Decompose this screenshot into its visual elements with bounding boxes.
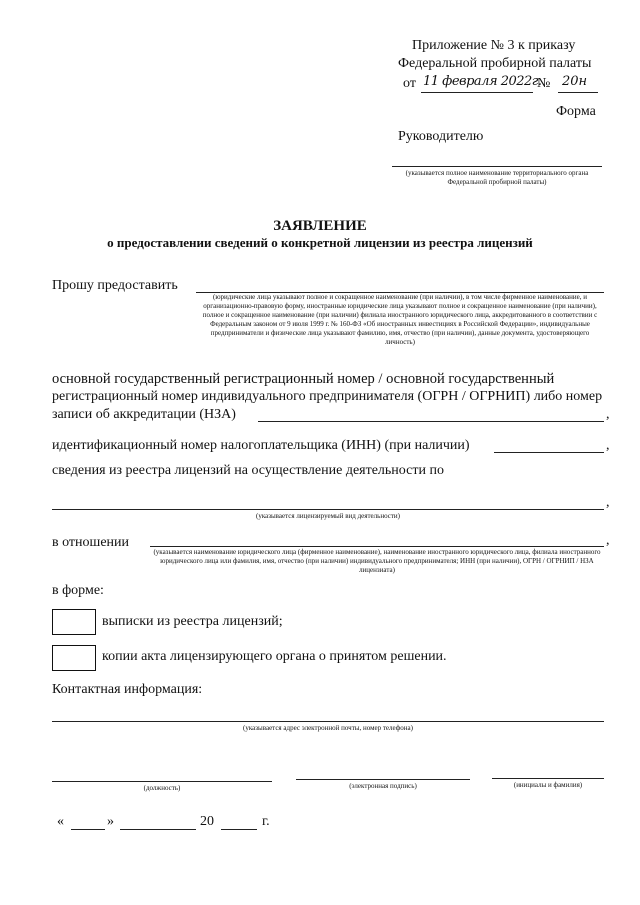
order-date-handwritten: 11 февраля 2022г. <box>423 74 542 89</box>
ogrn-field[interactable] <box>258 421 604 422</box>
order-number-handwritten: 20н <box>562 74 588 89</box>
act-copy-checkbox[interactable] <box>52 645 96 671</box>
ogrn-line-1: основной государственный регистрационный номер / основной государственный <box>52 371 555 387</box>
document-subtitle: о предоставлении сведений о конкретной лицензии из реестра лицензий <box>107 235 533 250</box>
addressee-field[interactable] <box>392 166 602 167</box>
regarding-comma: , <box>606 533 610 548</box>
day-field[interactable] <box>71 829 105 830</box>
inn-field[interactable] <box>494 452 604 453</box>
signature-field[interactable] <box>296 779 470 780</box>
activity-field[interactable] <box>52 509 604 510</box>
month-field[interactable] <box>120 829 196 830</box>
appendix-line-1: Приложение № 3 к приказу <box>412 38 576 53</box>
contact-note: (указывается адрес электронной почты, номер телефона) <box>243 724 413 732</box>
extract-checkbox[interactable] <box>52 609 96 635</box>
order-from-prefix: от <box>403 76 416 91</box>
addressee-note: (указывается полное наименование территориального органа Федеральной пробирной палаты) <box>405 169 589 186</box>
contact-field[interactable] <box>52 721 604 722</box>
order-number-prefix: № <box>537 76 551 91</box>
regarding-field[interactable] <box>150 546 604 547</box>
regarding-note: (указывается наименование юридического лица (фирменное наименование), наименование иностранного юридического лица, филиала иностранного юридического лица или фамилия, имя, отчество (при наличии) индивидуального предпринимателя; ИНН (при наличии), ОГРН / ОГРНИП / НЗА лицензиата) <box>153 548 601 574</box>
request-label: Прошу предоставить <box>52 278 178 293</box>
document-title: ЗАЯВЛЕНИЕ <box>273 218 367 234</box>
inn-label: идентификационный номер налогоплательщика (ИНН) (при наличии) <box>52 438 470 453</box>
name-field[interactable] <box>492 778 604 779</box>
form-label: Форма <box>556 104 596 119</box>
year-prefix: 20 <box>200 814 214 829</box>
ogrn-line-2: регистрационный номер индивидуального предпринимателя (ОГРН / ОГРНИП) либо номер <box>52 389 603 404</box>
position-field[interactable] <box>52 781 272 782</box>
form-choice-label: в форме: <box>52 583 104 598</box>
order-number-underline <box>558 92 598 93</box>
appendix-line-2: Федеральной пробирной палаты <box>398 56 592 71</box>
ogrn-line-3: записи об аккредитации (НЗА) <box>52 407 236 422</box>
ogrn-comma: , <box>606 407 610 422</box>
name-note: (инициалы и фамилия) <box>513 781 583 789</box>
signature-note: (электронная подпись) <box>349 782 417 790</box>
inn-comma: , <box>606 438 610 453</box>
position-note: (должность) <box>143 784 181 792</box>
date-open-quote: « <box>57 814 64 829</box>
extract-option-label: выписки из реестра лицензий; <box>102 614 283 629</box>
order-date-underline <box>421 92 533 93</box>
contact-label: Контактная информация: <box>52 682 203 697</box>
year-suffix: г. <box>262 814 270 829</box>
activity-note: (указывается лицензируемый вид деятельности) <box>255 512 401 520</box>
year-field[interactable] <box>221 829 257 830</box>
date-close-quote: » <box>107 814 114 829</box>
registry-label: сведения из реестра лицензий на осуществление деятельности по <box>52 463 444 478</box>
request-note: (юридические лица указывают полное и сокращенное наименование (при наличии), в том числе фирменное наименование, и организационно-правовую форму, иностранные юридические лица указывают полное и сокращенное наименование (при наличии), полное и сокращенное наименование (при наличии) филиала иностранного юридического лица, аккредитованного в соответствии с Федеральным законом от 9 июля 1999 г. № 160-ФЗ «Об иностранных инвестициях в Российской Федерации», индивидуальные предприниматели и физические лица указывают фамилию, имя, отчество (при наличии), данные документа, удостоверяющего личность) <box>202 293 598 346</box>
addressee-label: Руководителю <box>398 129 484 144</box>
activity-comma: , <box>606 495 610 510</box>
regarding-label: в отношении <box>52 535 130 550</box>
act-copy-option-label: копии акта лицензирующего органа о принятом решении. <box>102 649 447 664</box>
